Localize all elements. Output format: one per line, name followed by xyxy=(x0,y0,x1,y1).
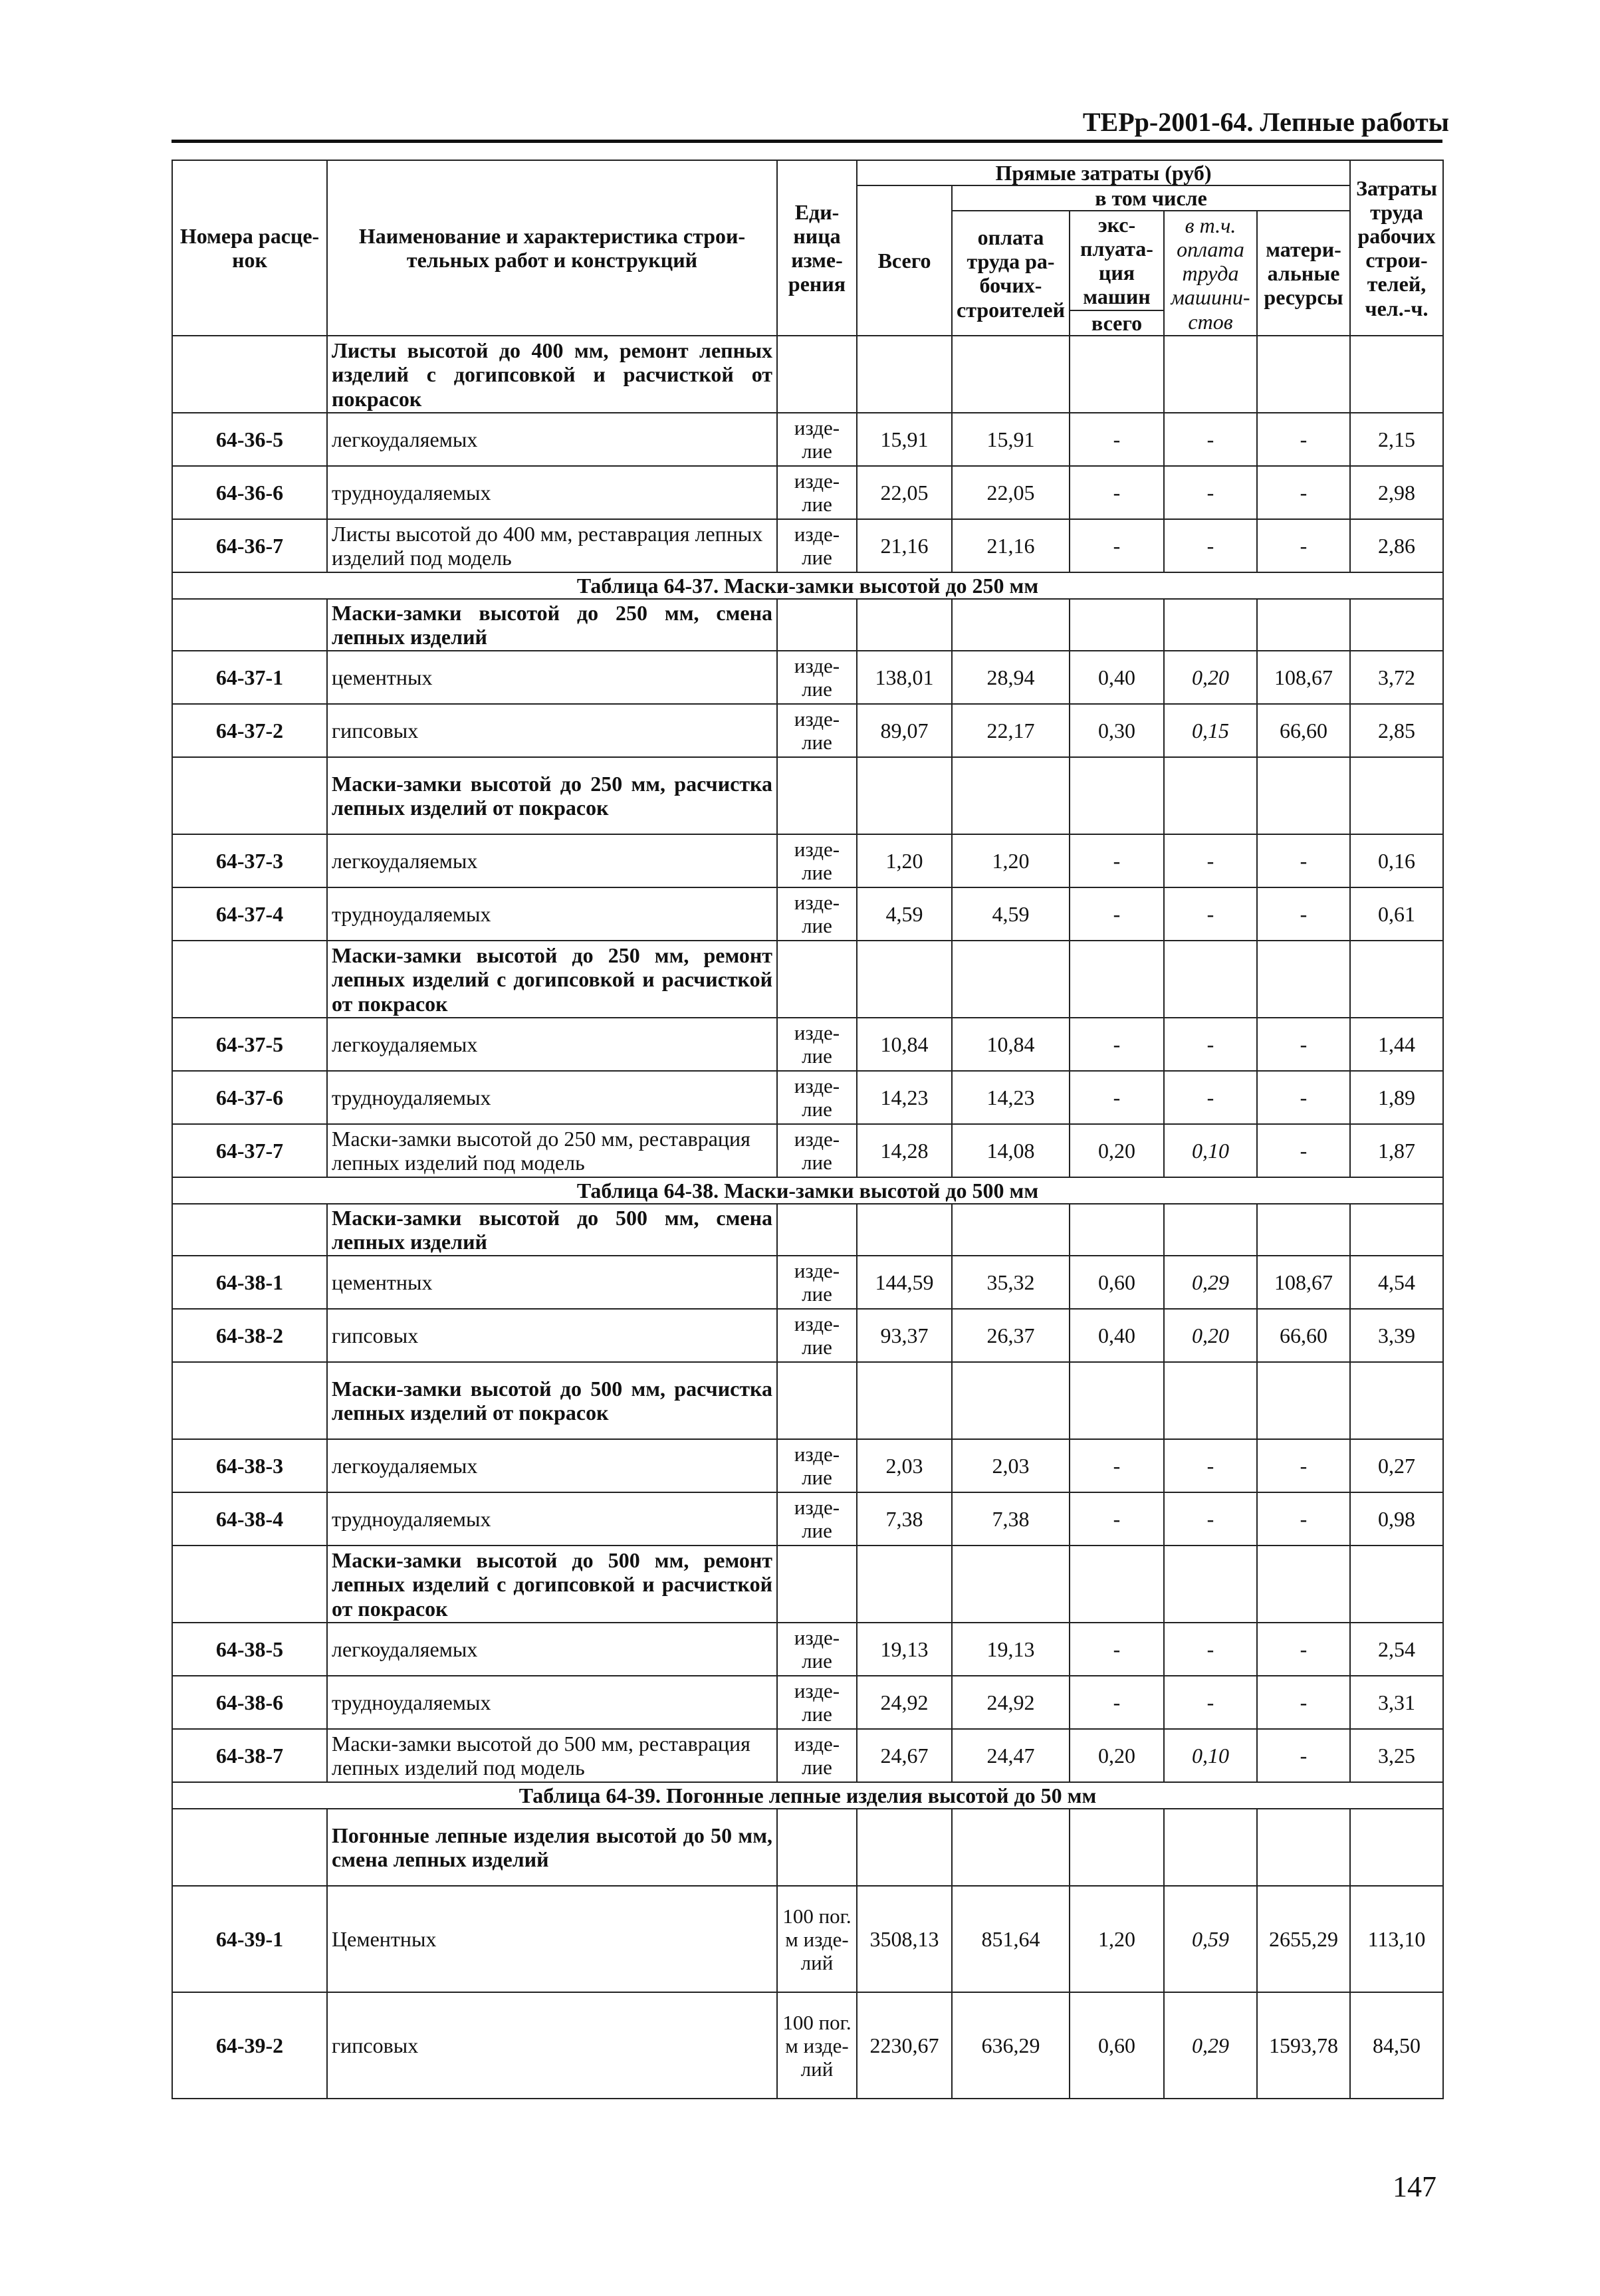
header-machine-op: экс-плуата-ция машин xyxy=(1070,211,1164,310)
empty-cell xyxy=(1070,1809,1164,1886)
cell-code: 64-39-2 xyxy=(172,1992,327,2099)
empty-cell xyxy=(1070,1362,1164,1439)
table-caption-row xyxy=(172,572,1443,599)
empty-cell xyxy=(172,1546,327,1623)
cell-unit: изде-лие xyxy=(777,1439,857,1492)
cell-labor: 15,91 xyxy=(952,413,1070,466)
empty-cell xyxy=(1164,599,1257,651)
cell-total: 22,05 xyxy=(857,466,952,519)
cell-name: Маски-замки высотой до 500 мм, реставрация лепных изделий под модель xyxy=(327,1729,777,1782)
cell-total: 138,01 xyxy=(857,651,952,704)
cell-hours: 2,98 xyxy=(1350,466,1443,519)
cell-hours: 2,85 xyxy=(1350,704,1443,757)
group-title: Маски-замки высотой до 250 мм, расчистка лепных изделий от покрасок xyxy=(327,757,777,834)
cell-machine: - xyxy=(1070,1071,1164,1124)
cell-code: 64-37-1 xyxy=(172,651,327,704)
empty-cell xyxy=(952,599,1070,651)
cell-labor: 10,84 xyxy=(952,1018,1070,1071)
cell-code: 64-37-4 xyxy=(172,887,327,941)
table-caption: Таблица 64-38. Маски-замки высотой до 500 мм xyxy=(172,1177,1443,1204)
cell-labor: 636,29 xyxy=(952,1992,1070,2099)
cell-materials: - xyxy=(1257,413,1350,466)
cell-labor: 28,94 xyxy=(952,651,1070,704)
empty-cell xyxy=(1350,941,1443,1018)
table-caption: Таблица 64-37. Маски-замки высотой до 250 мм xyxy=(172,572,1443,599)
empty-cell xyxy=(777,336,857,413)
cell-materials: - xyxy=(1257,466,1350,519)
empty-cell xyxy=(172,757,327,834)
header-machine-total: всего xyxy=(1070,310,1164,336)
cell-materials: - xyxy=(1257,834,1350,887)
cell-machine-labor: - xyxy=(1164,466,1257,519)
cell-unit: изде-лие xyxy=(777,887,857,941)
empty-cell xyxy=(952,1362,1070,1439)
empty-cell xyxy=(1164,1362,1257,1439)
cell-machine: 0,30 xyxy=(1070,704,1164,757)
cell-machine-labor: - xyxy=(1164,1676,1257,1729)
empty-cell xyxy=(1350,1362,1443,1439)
empty-cell xyxy=(172,941,327,1018)
cell-unit: 100 пог. м изде-лий xyxy=(777,1992,857,2099)
cell-machine-labor: - xyxy=(1164,1071,1257,1124)
table-row xyxy=(172,834,1443,887)
table-row xyxy=(172,1256,1443,1309)
cell-code: 64-37-6 xyxy=(172,1071,327,1124)
cell-materials: 108,67 xyxy=(1257,1256,1350,1309)
cell-machine: 0,40 xyxy=(1070,651,1164,704)
page-number: 147 xyxy=(1393,2170,1436,2203)
table-caption-row xyxy=(172,1782,1443,1809)
table-row xyxy=(172,1676,1443,1729)
table-row xyxy=(172,1018,1443,1071)
cell-total: 7,38 xyxy=(857,1492,952,1546)
cell-name: легкоудаляемых xyxy=(327,1623,777,1676)
table-caption-row xyxy=(172,1177,1443,1204)
empty-cell xyxy=(172,1362,327,1439)
cell-unit: 100 пог. м изде-лий xyxy=(777,1886,857,1992)
empty-cell xyxy=(777,599,857,651)
table-body xyxy=(172,336,1443,2099)
cell-code: 64-37-5 xyxy=(172,1018,327,1071)
cell-hours: 84,50 xyxy=(1350,1992,1443,2099)
empty-cell xyxy=(172,1809,327,1886)
empty-cell xyxy=(857,1362,952,1439)
cell-total: 89,07 xyxy=(857,704,952,757)
cell-machine: - xyxy=(1070,466,1164,519)
empty-cell xyxy=(1070,336,1164,413)
cell-unit: изде-лие xyxy=(777,704,857,757)
empty-cell xyxy=(1257,941,1350,1018)
header-code: Номера расце-нок xyxy=(172,160,327,336)
cell-materials: - xyxy=(1257,1492,1350,1546)
group-title: Маски-замки высотой до 500 мм, расчистка лепных изделий от покрасок xyxy=(327,1362,777,1439)
table-row xyxy=(172,466,1443,519)
cell-total: 144,59 xyxy=(857,1256,952,1309)
empty-cell xyxy=(1164,1809,1257,1886)
cell-code: 64-38-7 xyxy=(172,1729,327,1782)
cell-materials: 66,60 xyxy=(1257,1309,1350,1362)
cell-hours: 0,61 xyxy=(1350,887,1443,941)
cell-total: 24,67 xyxy=(857,1729,952,1782)
cell-name: Цементных xyxy=(327,1886,777,1992)
cell-name: легкоудаляемых xyxy=(327,1439,777,1492)
cell-machine-labor: 0,10 xyxy=(1164,1124,1257,1177)
cell-hours: 1,87 xyxy=(1350,1124,1443,1177)
cell-machine: 0,20 xyxy=(1070,1124,1164,1177)
empty-cell xyxy=(952,941,1070,1018)
cell-labor: 19,13 xyxy=(952,1623,1070,1676)
cell-labor: 14,08 xyxy=(952,1124,1070,1177)
cell-name: цементных xyxy=(327,651,777,704)
empty-cell xyxy=(1164,941,1257,1018)
cell-materials: - xyxy=(1257,1018,1350,1071)
cell-name: трудноудаляемых xyxy=(327,1071,777,1124)
table-row xyxy=(172,651,1443,704)
group-title: Маски-замки высотой до 250 мм, смена лепных изделий xyxy=(327,599,777,651)
empty-cell xyxy=(1257,336,1350,413)
header-labor-pay: оплата труда ра-бочих-строителей xyxy=(952,211,1070,336)
cell-total: 1,20 xyxy=(857,834,952,887)
header-rule xyxy=(171,140,1442,143)
cell-unit: изде-лие xyxy=(777,1124,857,1177)
empty-cell xyxy=(952,336,1070,413)
cell-labor: 22,05 xyxy=(952,466,1070,519)
cell-hours: 113,10 xyxy=(1350,1886,1443,1992)
group-header-row xyxy=(172,1809,1443,1886)
cell-machine: - xyxy=(1070,519,1164,572)
empty-cell xyxy=(1164,1546,1257,1623)
cell-materials: - xyxy=(1257,1124,1350,1177)
empty-cell xyxy=(1164,1204,1257,1256)
cell-code: 64-36-5 xyxy=(172,413,327,466)
cell-unit: изде-лие xyxy=(777,519,857,572)
cell-code: 64-37-2 xyxy=(172,704,327,757)
empty-cell xyxy=(857,941,952,1018)
header-materials: матери-альные ресурсы xyxy=(1257,211,1350,336)
empty-cell xyxy=(952,1809,1070,1886)
empty-cell xyxy=(777,757,857,834)
empty-cell xyxy=(1350,1204,1443,1256)
empty-cell xyxy=(777,1546,857,1623)
cell-name: легкоудаляемых xyxy=(327,413,777,466)
cell-materials: 66,60 xyxy=(1257,704,1350,757)
cell-materials: 1593,78 xyxy=(1257,1992,1350,2099)
cell-machine-labor: - xyxy=(1164,887,1257,941)
cell-total: 19,13 xyxy=(857,1623,952,1676)
empty-cell xyxy=(1070,1204,1164,1256)
group-title: Листы высотой до 400 мм, ремонт лепных изделий с догипсовкой и расчисткой от покрасок xyxy=(327,336,777,413)
cell-unit: изде-лие xyxy=(777,1256,857,1309)
table-row xyxy=(172,704,1443,757)
table-header xyxy=(172,160,1443,336)
cell-name: трудноудаляемых xyxy=(327,887,777,941)
cell-hours: 0,16 xyxy=(1350,834,1443,887)
table-row xyxy=(172,1124,1443,1177)
cell-machine-labor: - xyxy=(1164,1018,1257,1071)
cell-machine-labor: - xyxy=(1164,519,1257,572)
cell-machine: - xyxy=(1070,1676,1164,1729)
cell-unit: изде-лие xyxy=(777,1492,857,1546)
cell-total: 93,37 xyxy=(857,1309,952,1362)
cell-name: Маски-замки высотой до 250 мм, реставрация лепных изделий под модель xyxy=(327,1124,777,1177)
cell-machine-labor: 0,29 xyxy=(1164,1256,1257,1309)
cell-machine-labor: - xyxy=(1164,413,1257,466)
cell-machine: 0,20 xyxy=(1070,1729,1164,1782)
group-title: Погонные лепные изделия высотой до 50 мм, смена лепных изделий xyxy=(327,1809,777,1886)
header-direct-costs: Прямые затраты (руб) xyxy=(857,160,1350,185)
price-table xyxy=(171,160,1444,2099)
empty-cell xyxy=(1350,1809,1443,1886)
cell-code: 64-37-3 xyxy=(172,834,327,887)
cell-labor: 1,20 xyxy=(952,834,1070,887)
cell-code: 64-38-6 xyxy=(172,1676,327,1729)
cell-code: 64-38-2 xyxy=(172,1309,327,1362)
cell-machine-labor: - xyxy=(1164,834,1257,887)
cell-labor: 7,38 xyxy=(952,1492,1070,1546)
cell-labor: 14,23 xyxy=(952,1071,1070,1124)
cell-machine-labor: 0,20 xyxy=(1164,651,1257,704)
empty-cell xyxy=(1070,757,1164,834)
cell-unit: изде-лие xyxy=(777,1729,857,1782)
header-machine-labor: в т.ч. оплата труда машини-стов xyxy=(1164,211,1257,336)
cell-hours: 1,89 xyxy=(1350,1071,1443,1124)
table-row xyxy=(172,1623,1443,1676)
cell-machine-labor: 0,59 xyxy=(1164,1886,1257,1992)
cell-code: 64-37-7 xyxy=(172,1124,327,1177)
cell-machine-labor: - xyxy=(1164,1492,1257,1546)
cell-unit: изде-лие xyxy=(777,1623,857,1676)
cell-materials: - xyxy=(1257,519,1350,572)
empty-cell xyxy=(777,1204,857,1256)
cell-unit: изде-лие xyxy=(777,651,857,704)
cell-hours: 2,15 xyxy=(1350,413,1443,466)
cell-materials: - xyxy=(1257,1676,1350,1729)
cell-labor: 21,16 xyxy=(952,519,1070,572)
empty-cell xyxy=(1257,1204,1350,1256)
header-labor-hours: Затраты труда рабочих строи-телей, чел.-ч. xyxy=(1350,160,1443,336)
group-header-row xyxy=(172,757,1443,834)
cell-total: 14,23 xyxy=(857,1071,952,1124)
empty-cell xyxy=(1257,757,1350,834)
cell-materials: 108,67 xyxy=(1257,651,1350,704)
empty-cell xyxy=(1257,1546,1350,1623)
cell-total: 15,91 xyxy=(857,413,952,466)
cell-hours: 0,98 xyxy=(1350,1492,1443,1546)
group-header-row xyxy=(172,1362,1443,1439)
cell-hours: 3,31 xyxy=(1350,1676,1443,1729)
group-header-row xyxy=(172,336,1443,413)
group-header-row xyxy=(172,599,1443,651)
cell-machine: - xyxy=(1070,834,1164,887)
cell-unit: изде-лие xyxy=(777,1676,857,1729)
empty-cell xyxy=(857,1204,952,1256)
cell-hours: 2,86 xyxy=(1350,519,1443,572)
cell-machine: 1,20 xyxy=(1070,1886,1164,1992)
cell-name: легкоудаляемых xyxy=(327,834,777,887)
empty-cell xyxy=(857,336,952,413)
empty-cell xyxy=(777,1809,857,1886)
cell-code: 64-36-6 xyxy=(172,466,327,519)
cell-machine: - xyxy=(1070,1018,1164,1071)
cell-machine-labor: 0,29 xyxy=(1164,1992,1257,2099)
header-name: Наименование и характеристика строи-тельных работ и конструкций xyxy=(327,160,777,336)
empty-cell xyxy=(777,941,857,1018)
cell-machine: - xyxy=(1070,413,1164,466)
running-title: ТЕРр-2001-64. Лепные работы xyxy=(1082,107,1449,137)
cell-labor: 2,03 xyxy=(952,1439,1070,1492)
table-row xyxy=(172,887,1443,941)
cell-machine: - xyxy=(1070,887,1164,941)
empty-cell xyxy=(1164,336,1257,413)
cell-labor: 26,37 xyxy=(952,1309,1070,1362)
cell-hours: 2,54 xyxy=(1350,1623,1443,1676)
cell-code: 64-38-5 xyxy=(172,1623,327,1676)
cell-code: 64-38-3 xyxy=(172,1439,327,1492)
cell-name: Листы высотой до 400 мм, реставрация лепных изделий под модель xyxy=(327,519,777,572)
cell-materials: - xyxy=(1257,1623,1350,1676)
cell-unit: изде-лие xyxy=(777,1018,857,1071)
cell-code: 64-36-7 xyxy=(172,519,327,572)
cell-name: легкоудаляемых xyxy=(327,1018,777,1071)
empty-cell xyxy=(1164,757,1257,834)
cell-machine: 0,60 xyxy=(1070,1992,1164,2099)
cell-code: 64-38-4 xyxy=(172,1492,327,1546)
cell-hours: 3,25 xyxy=(1350,1729,1443,1782)
cell-total: 3508,13 xyxy=(857,1886,952,1992)
cell-machine: - xyxy=(1070,1623,1164,1676)
cell-unit: изде-лие xyxy=(777,413,857,466)
empty-cell xyxy=(952,757,1070,834)
cell-hours: 3,72 xyxy=(1350,651,1443,704)
empty-cell xyxy=(777,1362,857,1439)
cell-materials: - xyxy=(1257,1729,1350,1782)
table-row xyxy=(172,1309,1443,1362)
header-total: Всего xyxy=(857,185,952,336)
cell-labor: 24,92 xyxy=(952,1676,1070,1729)
cell-labor: 4,59 xyxy=(952,887,1070,941)
empty-cell xyxy=(1257,1362,1350,1439)
cell-materials: - xyxy=(1257,887,1350,941)
cell-name: гипсовых xyxy=(327,1309,777,1362)
cell-machine-labor: 0,15 xyxy=(1164,704,1257,757)
cell-labor: 22,17 xyxy=(952,704,1070,757)
cell-labor: 24,47 xyxy=(952,1729,1070,1782)
group-header-row xyxy=(172,941,1443,1018)
header-unit: Еди-ница изме-рения xyxy=(777,160,857,336)
cell-total: 10,84 xyxy=(857,1018,952,1071)
cell-machine: 0,40 xyxy=(1070,1309,1164,1362)
cell-machine-labor: - xyxy=(1164,1439,1257,1492)
cell-materials: - xyxy=(1257,1439,1350,1492)
cell-materials: 2655,29 xyxy=(1257,1886,1350,1992)
empty-cell xyxy=(172,599,327,651)
cell-machine: 0,60 xyxy=(1070,1256,1164,1309)
cell-code: 64-38-1 xyxy=(172,1256,327,1309)
cell-machine: - xyxy=(1070,1492,1164,1546)
empty-cell xyxy=(1350,1546,1443,1623)
table-row xyxy=(172,1886,1443,1992)
cell-unit: изде-лие xyxy=(777,1071,857,1124)
table-row xyxy=(172,413,1443,466)
table-row xyxy=(172,519,1443,572)
empty-cell xyxy=(857,1809,952,1886)
cell-total: 4,59 xyxy=(857,887,952,941)
table-row xyxy=(172,1492,1443,1546)
cell-hours: 4,54 xyxy=(1350,1256,1443,1309)
empty-cell xyxy=(1350,599,1443,651)
cell-total: 21,16 xyxy=(857,519,952,572)
cell-labor: 851,64 xyxy=(952,1886,1070,1992)
cell-hours: 3,39 xyxy=(1350,1309,1443,1362)
cell-name: трудноудаляемых xyxy=(327,1676,777,1729)
table-row xyxy=(172,1992,1443,2099)
table-row xyxy=(172,1439,1443,1492)
cell-unit: изде-лие xyxy=(777,466,857,519)
cell-name: гипсовых xyxy=(327,1992,777,2099)
table-row xyxy=(172,1071,1443,1124)
group-header-row xyxy=(172,1546,1443,1623)
cell-machine-labor: - xyxy=(1164,1623,1257,1676)
empty-cell xyxy=(1070,1546,1164,1623)
empty-cell xyxy=(172,336,327,413)
cell-total: 2,03 xyxy=(857,1439,952,1492)
empty-cell xyxy=(952,1546,1070,1623)
cell-unit: изде-лие xyxy=(777,834,857,887)
table-row xyxy=(172,1729,1443,1782)
empty-cell xyxy=(1257,599,1350,651)
cell-code: 64-39-1 xyxy=(172,1886,327,1992)
empty-cell xyxy=(1350,336,1443,413)
cell-name: трудноудаляемых xyxy=(327,1492,777,1546)
cell-machine-labor: 0,20 xyxy=(1164,1309,1257,1362)
cell-total: 14,28 xyxy=(857,1124,952,1177)
cell-total: 2230,67 xyxy=(857,1992,952,2099)
table-caption: Таблица 64-39. Погонные лепные изделия высотой до 50 мм xyxy=(172,1782,1443,1809)
cell-materials: - xyxy=(1257,1071,1350,1124)
cell-unit: изде-лие xyxy=(777,1309,857,1362)
empty-cell xyxy=(857,757,952,834)
cell-machine: - xyxy=(1070,1439,1164,1492)
group-title: Маски-замки высотой до 250 мм, ремонт лепных изделий с догипсовкой и расчисткой от покрасок xyxy=(327,941,777,1018)
group-title: Маски-замки высотой до 500 мм, ремонт лепных изделий с догипсовкой и расчисткой от покрасок xyxy=(327,1546,777,1623)
group-title: Маски-замки высотой до 500 мм, смена лепных изделий xyxy=(327,1204,777,1256)
empty-cell xyxy=(857,599,952,651)
cell-hours: 0,27 xyxy=(1350,1439,1443,1492)
cell-name: гипсовых xyxy=(327,704,777,757)
empty-cell xyxy=(1350,757,1443,834)
group-header-row xyxy=(172,1204,1443,1256)
cell-machine-labor: 0,10 xyxy=(1164,1729,1257,1782)
header-including: в том числе xyxy=(952,185,1350,211)
empty-cell xyxy=(1257,1809,1350,1886)
cell-hours: 1,44 xyxy=(1350,1018,1443,1071)
cell-name: цементных xyxy=(327,1256,777,1309)
empty-cell xyxy=(1070,941,1164,1018)
cell-total: 24,92 xyxy=(857,1676,952,1729)
empty-cell xyxy=(172,1204,327,1256)
cell-name: трудноудаляемых xyxy=(327,466,777,519)
cell-labor: 35,32 xyxy=(952,1256,1070,1309)
empty-cell xyxy=(1070,599,1164,651)
empty-cell xyxy=(857,1546,952,1623)
empty-cell xyxy=(952,1204,1070,1256)
